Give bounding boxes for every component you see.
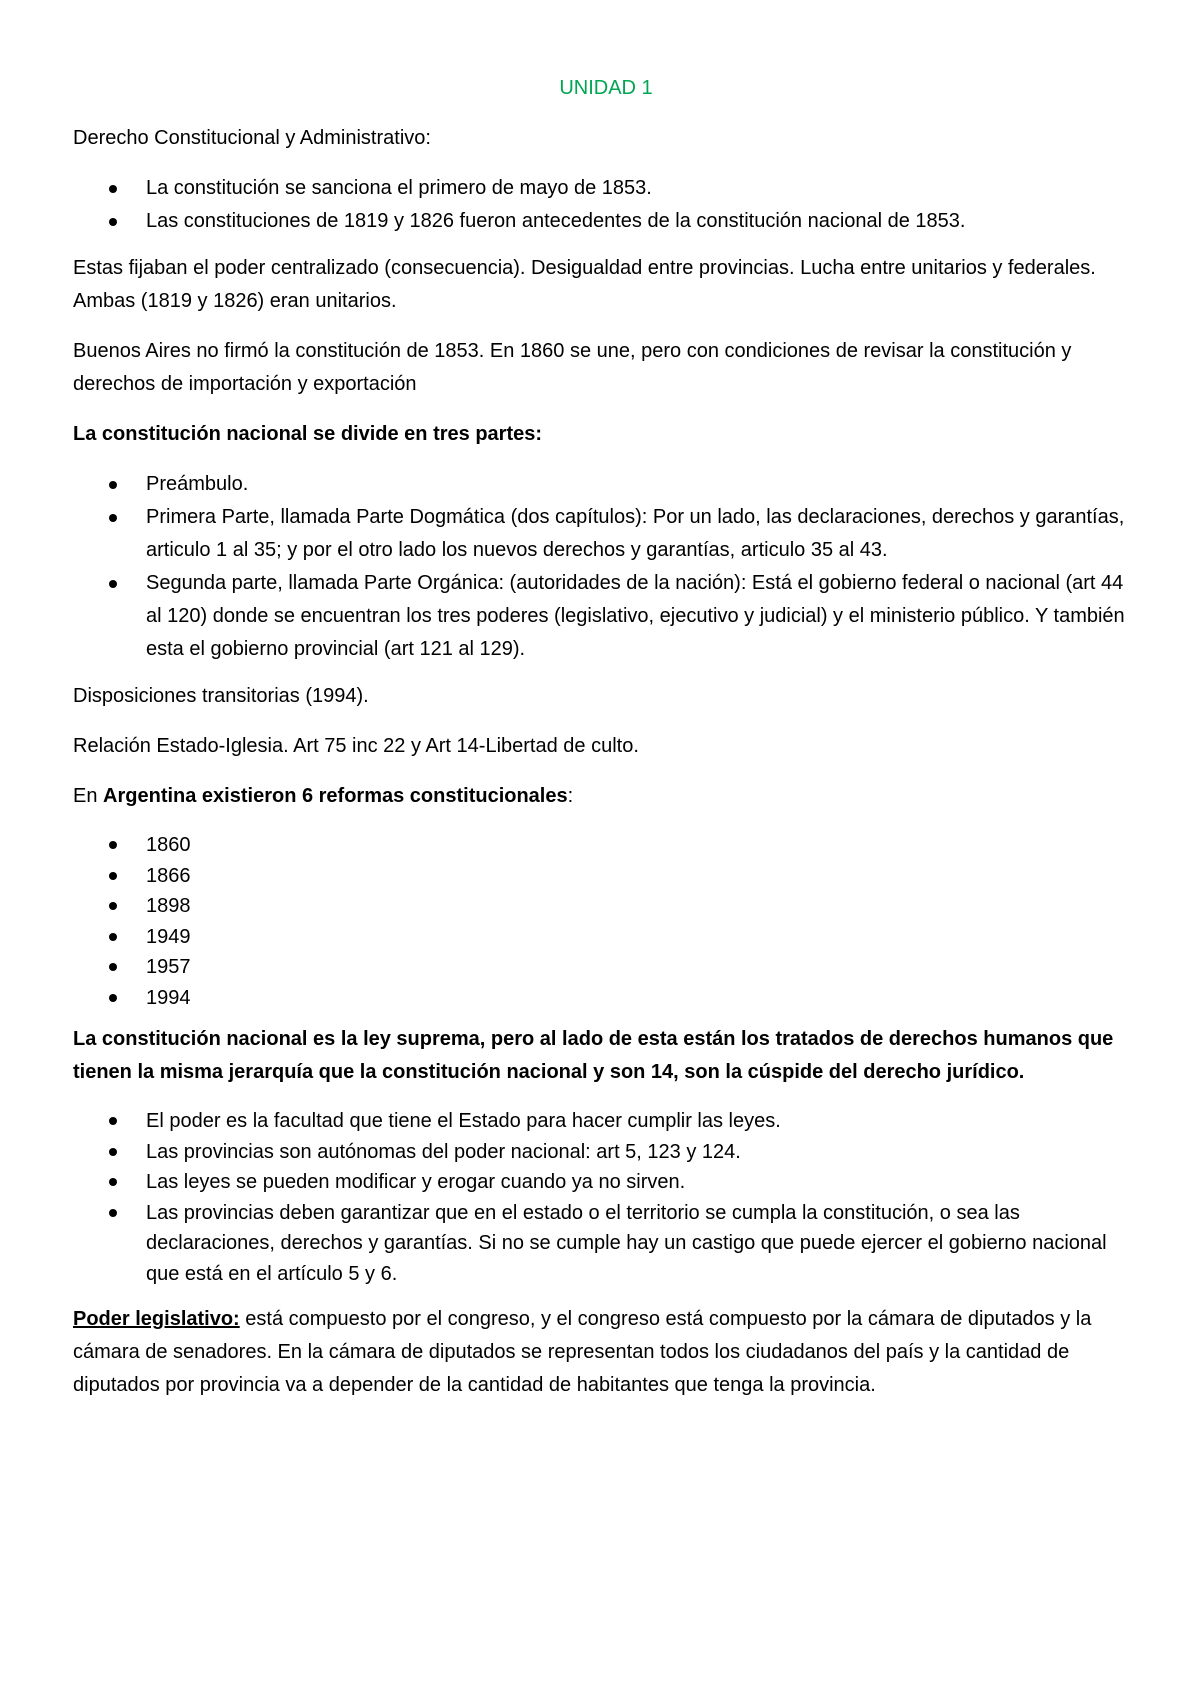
list-constitution-history (73, 172, 1133, 238)
list-item (73, 172, 1133, 205)
list-item (73, 1137, 1133, 1168)
bullet-icon (109, 872, 117, 880)
bullet-icon (109, 514, 117, 522)
bullet-icon (109, 218, 117, 226)
paragraph-centralized-power: Estas fijaban el poder centralizado (consecuencia). Desigualdad entre provincias. Lucha entre unitarios y federales. Ambas (1819 y 1826) eran unitarios. (73, 257, 1096, 312)
paragraph-reformas (73, 780, 1133, 813)
bullet-icon (109, 963, 117, 971)
bullet-icon (109, 841, 117, 849)
paragraph-church-state: Relación Estado-Iglesia. Art 75 inc 22 y Art 14-Libertad de culto. (73, 735, 639, 757)
heading-constitution-parts: La constitución nacional se divide en tres partes: (73, 423, 543, 445)
list-item-text: El poder es la facultad que tiene el Estado para hacer cumplir las leyes. (146, 1110, 781, 1132)
paragraph-transitory: Disposiciones transitorias (1994). (73, 685, 369, 707)
list-item-text: 1957 (146, 956, 191, 978)
bullet-icon (109, 185, 117, 193)
bullet-icon (109, 580, 117, 588)
list-item-text: 1949 (146, 925, 191, 948)
bullet-icon (109, 902, 117, 910)
legislative-label: Poder legislativo: (73, 1308, 240, 1330)
list-item-text: 1898 (146, 895, 191, 917)
list-item (73, 1106, 1133, 1137)
list-item (73, 1198, 1133, 1290)
list-item (73, 922, 1133, 953)
paragraph-buenos-aires: Buenos Aires no firmó la constitución de 1853. En 1860 se une, pero con condiciones de revisar la constitución y derechos de importación y exportación (73, 340, 1072, 395)
list-item-text: Primera Parte, llamada Parte Dogmática (dos capítulos): Por un lado, las declaraciones, derechos y garantías, articulo 1 al 35; y por el otro lado los nuevos derechos y garantías, articulo 35 al 43. (146, 506, 1125, 561)
list-item-text: Las leyes se pueden modificar y erogar cuando ya no sirven. (146, 1171, 686, 1193)
bullet-icon (109, 994, 117, 1002)
list-item (73, 468, 1133, 501)
bullet-icon (109, 933, 117, 941)
paragraph-legislative-power (73, 1303, 1133, 1402)
list-item (73, 861, 1133, 892)
list-power-provinces (73, 1106, 1133, 1289)
list-item (73, 983, 1133, 1014)
list-item (73, 891, 1133, 922)
list-item (73, 1167, 1133, 1198)
list-item-text: Las provincias son autónomas del poder nacional: art 5, 123 y 124. (146, 1140, 741, 1163)
list-reform-years (73, 830, 1133, 1013)
list-item (73, 205, 1133, 238)
list-item-text: 1860 (146, 834, 191, 856)
list-item (73, 567, 1133, 666)
list-item (73, 501, 1133, 567)
list-item-text: 1866 (146, 864, 191, 887)
list-item-text: Las constituciones de 1819 y 1826 fueron antecedentes de la constitución nacional de 1853. (146, 210, 966, 232)
list-item-text: La constitución se sanciona el primero de mayo de 1853. (146, 177, 652, 199)
bullet-icon (109, 1148, 117, 1156)
list-item (73, 830, 1133, 861)
list-item-text: Segunda parte, llamada Parte Orgánica: (autoridades de la nación): Está el gobierno federal o nacional (art 44 al 120) donde se encuentran los tres poderes (legislativo, ejecutivo y judicial) y el ministerio público. Y también esta el gobierno provincial (art 121 al 129). (146, 572, 1125, 660)
reformas-suffix: : (567, 785, 574, 807)
bullet-icon (109, 1178, 117, 1186)
bullet-icon (109, 1117, 117, 1125)
bullet-icon (109, 1209, 117, 1217)
list-item-text: Las provincias deben garantizar que en el estado o el territorio se cumpla la constitución, o sea las declaraciones, derechos y garantías. Si no se cumple hay un castigo que puede ejercer el gobierno nacional que está en el artículo 5 y 6. (146, 1201, 1107, 1285)
list-item (73, 952, 1133, 983)
reformas-prefix: En (73, 785, 104, 807)
list-item-text: 1994 (146, 986, 191, 1009)
reformas-bold: Argentina existieron 6 reformas constitucionales (103, 785, 568, 807)
paragraph-supreme-law: La constitución nacional es la ley suprema, pero al lado de esta están los tratados de derechos humanos que tienen la misma jerarquía que la constitución nacional y son 14, son la cúspide del derecho jurídico. (73, 1028, 1114, 1083)
bullet-icon (109, 481, 117, 489)
subject-line: Derecho Constitucional y Administrativo: (73, 127, 431, 149)
list-item-text: Preámbulo. (146, 473, 249, 495)
list-constitution-parts (73, 468, 1133, 666)
document-page (73, 72, 1133, 1424)
page-title: UNIDAD 1 (559, 77, 653, 99)
legislative-text: está compuesto por el congreso, y el congreso está compuesto por la cámara de diputados y la cámara de senadores. En la cámara de diputados se representan todos los ciudadanos del país y la cantidad de diputados por provincia va a depender de la cantidad de habitantes que tenga la provincia. (73, 1308, 1092, 1396)
